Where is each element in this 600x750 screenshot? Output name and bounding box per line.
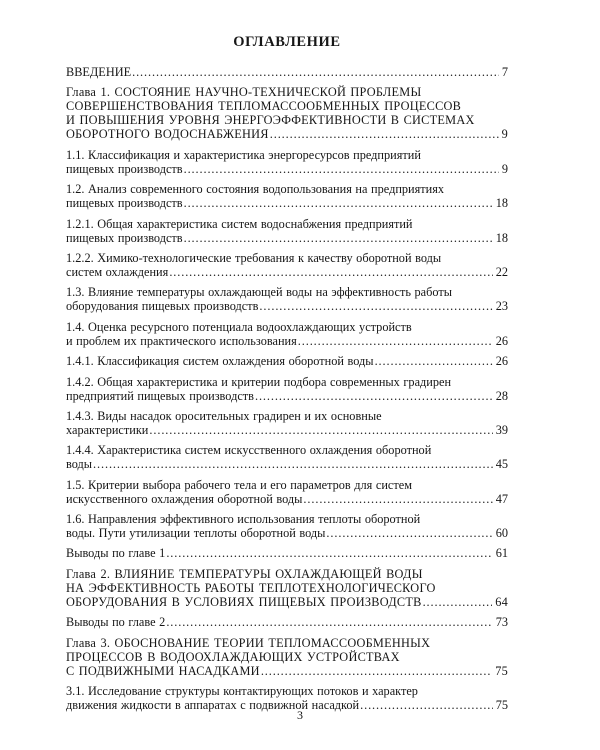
dot-leader (184, 162, 499, 176)
toc-entry-last-line (66, 595, 508, 609)
toc-entry-page-number: 7 (501, 65, 508, 79)
dot-leader (93, 457, 493, 471)
toc-entry-chapter (66, 85, 508, 141)
dot-leader (261, 664, 492, 678)
toc-entry-last-line (66, 196, 508, 210)
toc-entry-page-number: 28 (495, 388, 508, 403)
toc-entry-title-line: 1.4. Оценка ресурсного потенциала водоохлаждающих устройств (66, 319, 412, 334)
toc-entry-title-line: Глава 1. СОСТОЯНИЕ НАУЧНО-ТЕХНИЧЕСКОЙ ПРОБЛЕМЫ (66, 85, 422, 100)
toc-entry-last-line (66, 615, 508, 629)
toc-entry-section (66, 320, 508, 348)
toc-entry-page-number: 39 (495, 422, 508, 437)
toc-entry-title-line: воды (66, 457, 93, 472)
dot-leader (184, 196, 493, 210)
toc-entry-page-number: 64 (495, 594, 508, 609)
toc-entry-title-line: 1.4.4. Характеристика систем искусственного охлаждения оборотной (66, 443, 432, 458)
toc-entry-page-number: 73 (495, 615, 508, 630)
toc-entry-title-line: 1.6. Направления эффективного использования теплоты оборотной (66, 512, 421, 527)
toc-entry-conclusion (66, 615, 508, 629)
dot-leader (375, 354, 493, 368)
toc-entry-page-number: 75 (495, 663, 508, 678)
toc-entry-section (66, 375, 508, 403)
toc-entry-last-line (66, 664, 508, 678)
toc-entry-title-line: НА ЭФФЕКТИВНОСТЬ РАБОТЫ ТЕПЛОТЕХНОЛОГИЧЕСКОГО (66, 580, 436, 595)
toc-entry-page-number: 75 (495, 698, 508, 713)
dot-leader (166, 615, 492, 629)
toc-entry-page-number: 9 (501, 161, 508, 176)
toc-entry-title-line: 1.5. Критерии выбора рабочего тела и его параметров для систем (66, 477, 413, 492)
dot-leader (423, 595, 493, 609)
toc-entry-chapter (66, 567, 508, 609)
toc-entry-last-line (66, 423, 508, 437)
toc-entry-chapter (66, 636, 508, 678)
toc-entry-page-number: 18 (495, 196, 508, 211)
toc-entry-page-number: 9 (501, 127, 508, 142)
toc-entry-section (66, 251, 508, 279)
dot-leader (169, 265, 492, 279)
toc-entry-last-line (66, 127, 508, 141)
toc-entry-last-line (66, 265, 508, 279)
toc-entry-title-line: ОБОРОТНОГО ВОДОСНАБЖЕНИЯ (66, 127, 269, 142)
toc-entry-title-line: ОБОРУДОВАНИЯ В УСЛОВИЯХ ПИЩЕВЫХ ПРОИЗВОДСТВ (66, 594, 422, 609)
toc-entry-page-number: 61 (495, 546, 508, 561)
toc-entry-section (66, 512, 508, 540)
toc-entry-section (66, 478, 508, 506)
toc-entry-title-line: 1.1. Классификация и характеристика энергоресурсов предприятий (66, 147, 421, 162)
toc-entry-title-line: воды. Пути утилизации теплоты оборотной воды (66, 526, 326, 541)
toc-entry-page-number: 18 (495, 230, 508, 245)
toc-entry-title-line: ВВЕДЕНИЕ (66, 65, 132, 79)
toc-entry-title-line: 1.4.1. Классификация систем охлаждения оборотной воды (66, 354, 374, 369)
toc-entry-title-line: пищевых производств (66, 161, 183, 176)
toc-entry-title-line: И ПОВЫШЕНИЯ УРОВНЯ ЭНЕРГОЭФФЕКТИВНОСТИ В СИСТЕМАХ (66, 113, 475, 128)
toc-entry-last-line (66, 334, 508, 348)
toc-entry-conclusion (66, 546, 508, 560)
toc-entry-section (66, 285, 508, 313)
toc-entry-section (66, 148, 508, 176)
toc-entry-title-line: 1.2. Анализ современного состояния водопользования на предприятиях (66, 182, 445, 197)
page-number: 3 (297, 708, 303, 722)
toc-entry-page-number: 45 (495, 457, 508, 472)
toc-entry-last-line (66, 162, 508, 176)
toc-entry-title-line: предприятий пищевых производств (66, 388, 254, 403)
toc-entry-title-line: движения жидкости в аппаратах с подвижной насадкой (66, 698, 360, 713)
toc-entry-title-line: и проблем их практического использования (66, 333, 297, 348)
toc-entry-title-line: пищевых производств (66, 230, 183, 245)
toc-entry-title-line: систем охлаждения (66, 264, 169, 279)
toc-entry-title-line: Глава 3. ОБОСНОВАНИЕ ТЕОРИИ ТЕПЛОМАССООБМЕННЫХ (66, 635, 431, 650)
toc-entry-last-line (66, 457, 508, 471)
toc-entry-page-number: 22 (495, 264, 508, 279)
toc-entry-section (66, 443, 508, 471)
dot-leader (149, 423, 492, 437)
toc-entry-title-line: 1.2.2. Химико-технологические требования к качеству оборотной воды (66, 250, 442, 265)
table-of-contents (66, 65, 508, 712)
toc-entry-page-number: 23 (495, 299, 508, 314)
toc-entry-page-number: 47 (495, 491, 508, 506)
toc-entry-last-line (66, 354, 508, 368)
dot-leader (303, 492, 492, 506)
dot-leader (270, 127, 499, 141)
toc-entry-page-number: 26 (495, 333, 508, 348)
toc-entry-last-line (66, 492, 508, 506)
toc-entry-last-line (66, 546, 508, 560)
toc-entry-title-line: Глава 2. ВЛИЯНИЕ ТЕМПЕРАТУРЫ ОХЛАЖДАЮЩЕЙ ВОДЫ (66, 566, 423, 581)
toc-entry-last-line (66, 231, 508, 245)
toc-entry-title-line: СОВЕРШЕНСТВОВАНИЯ ТЕПЛОМАССООБМЕННЫХ ПРОЦЕССОВ (66, 99, 462, 114)
toc-entry-last-line (66, 389, 508, 403)
toc-entry-section (66, 354, 508, 368)
toc-entry-page-number: 60 (495, 526, 508, 541)
toc-entry-intro (66, 65, 508, 79)
toc-entry-title-line: 1.2.1. Общая характеристика систем водоснабжения предприятий (66, 216, 413, 231)
dot-leader (166, 546, 492, 560)
dot-leader (255, 389, 493, 403)
dot-leader (326, 526, 492, 540)
toc-entry-title-line: 1.3. Влияние температуры охлаждающей воды на эффективность работы (66, 285, 452, 300)
dot-leader (259, 299, 492, 313)
dot-leader (184, 231, 493, 245)
toc-entry-title-line: С ПОДВИЖНЫМИ НАСАДКАМИ (66, 663, 260, 678)
toc-entry-page-number: 26 (495, 354, 508, 369)
toc-heading: ОГЛАВЛЕНИЕ (233, 34, 341, 50)
toc-entry-last-line (66, 65, 508, 79)
toc-entry-last-line (66, 526, 508, 540)
toc-entry-title-line: ПРОЦЕССОВ В ВОДООХЛАЖДАЮЩИХ УСТРОЙСТВАХ (66, 649, 400, 664)
toc-entry-section (66, 182, 508, 210)
dot-leader (132, 65, 499, 79)
toc-entry-last-line (66, 299, 508, 313)
toc-entry-title-line: пищевых производств (66, 196, 183, 211)
toc-entry-title-line: характеристики (66, 422, 149, 437)
toc-entry-section (66, 217, 508, 245)
toc-entry-title-line: оборудования пищевых производств (66, 299, 259, 314)
toc-entry-title-line: 1.4.3. Виды насадок оросительных градирен и их основные (66, 408, 382, 423)
toc-entry-title-line: 3.1. Исследование структуры контактирующих потоков и характер (66, 684, 418, 699)
toc-entry-title-line: искусственного охлаждения оборотной воды (66, 491, 303, 506)
dot-leader (298, 334, 493, 348)
toc-entry-section (66, 409, 508, 437)
toc-entry-title-line: 1.4.2. Общая характеристика и критерии подбора современных градирен (66, 374, 452, 389)
toc-entry-title-line: Выводы по главе 1 (66, 546, 166, 561)
toc-entry-title-line: Выводы по главе 2 (66, 615, 166, 630)
